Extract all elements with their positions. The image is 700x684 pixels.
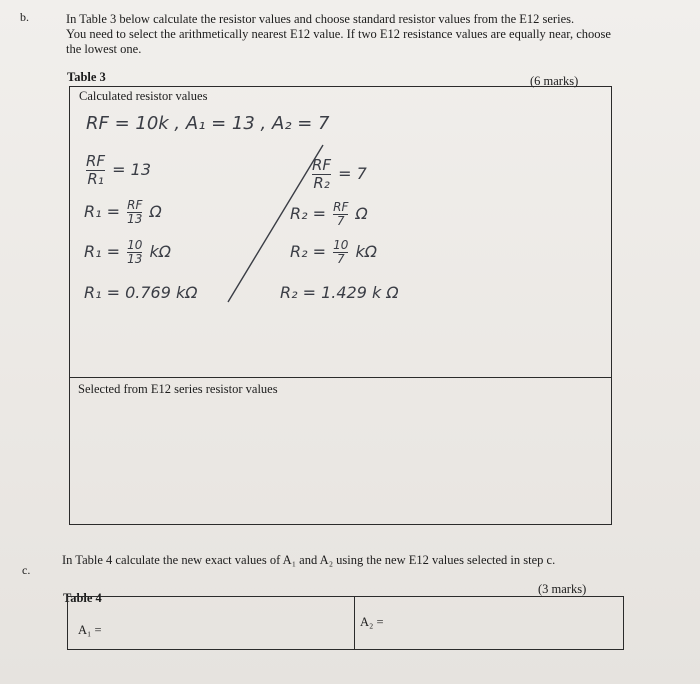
left-eq3-fraction: $\frac{10}{13}$ [127,238,143,266]
part-b-line-2: You need to select the arithmetically nearest E12 value. If two E12 resistance values are equally near, choose [66,27,611,41]
handwritten-left-eq2: R₁ = $\frac{RF}{13}$ Ω [84,198,162,226]
left-eq2-fraction: $\frac{RF}{13}$ [127,198,143,226]
part-c-instructions: In Table 4 calculate the new exact values of A₁ and A₂ using the new E12 values selected in step c. [62,553,556,567]
table-3-selected-cell [69,377,612,525]
handwritten-givens: RF = 10k , A₁ = 13 , A₂ = 7 [86,113,330,134]
a2-label: A₂ = [360,615,384,629]
handwritten-right-eq3: R₂ = $\frac{10}{7}$ kΩ [290,238,377,266]
table-3-marks: (6 marks) [530,74,579,88]
selected-values-label: Selected from E12 series resistor values [78,382,278,396]
handwritten-left-eq3: R₁ = $\frac{10}{13}$ kΩ [84,238,171,266]
table-4-column-divider [354,597,355,649]
part-b-line-3: the lowest one. [66,42,142,56]
right-eq3-fraction: $\frac{10}{7}$ [333,238,349,266]
handwritten-left-result: R₁ = 0.769 kΩ [84,283,198,302]
table-4-marks: (3 marks) [538,582,587,596]
handwritten-right-eq2: R₂ = $\frac{RF}{7}$ Ω [290,200,368,228]
part-b-instructions [66,12,666,57]
table-4-title: Table 4 [63,591,102,605]
calculated-values-label: Calculated resistor values [79,89,208,103]
table-3-calculated-cell [69,86,612,378]
handwritten-right-result: R₂ = 1.429 k Ω [280,283,399,302]
right-eq2-fraction: $\frac{RF}{7}$ [333,200,349,228]
handwritten-divider-stroke [70,87,613,379]
handwritten-left-eq1: $\frac{RF}{\text{R₁}}$ = 13 [86,152,152,188]
left-eq1-fraction: $\frac{RF}{\text{R₁}}$ [86,152,106,188]
part-b-label: b. [20,10,29,24]
table-3-title: Table 3 [67,70,106,84]
a1-label: A₁ = [78,623,102,637]
part-b-line-1: In Table 3 below calculate the resistor values and choose standard resistor values from the E12 series. [66,12,575,26]
handwritten-right-eq1: $\frac{RF}{\text{R₂}}$ = 7 [312,156,367,192]
right-eq1-fraction: $\frac{RF}{\text{R₂}}$ [312,156,332,192]
part-c-label: c. [22,563,31,577]
table-4 [67,596,624,650]
